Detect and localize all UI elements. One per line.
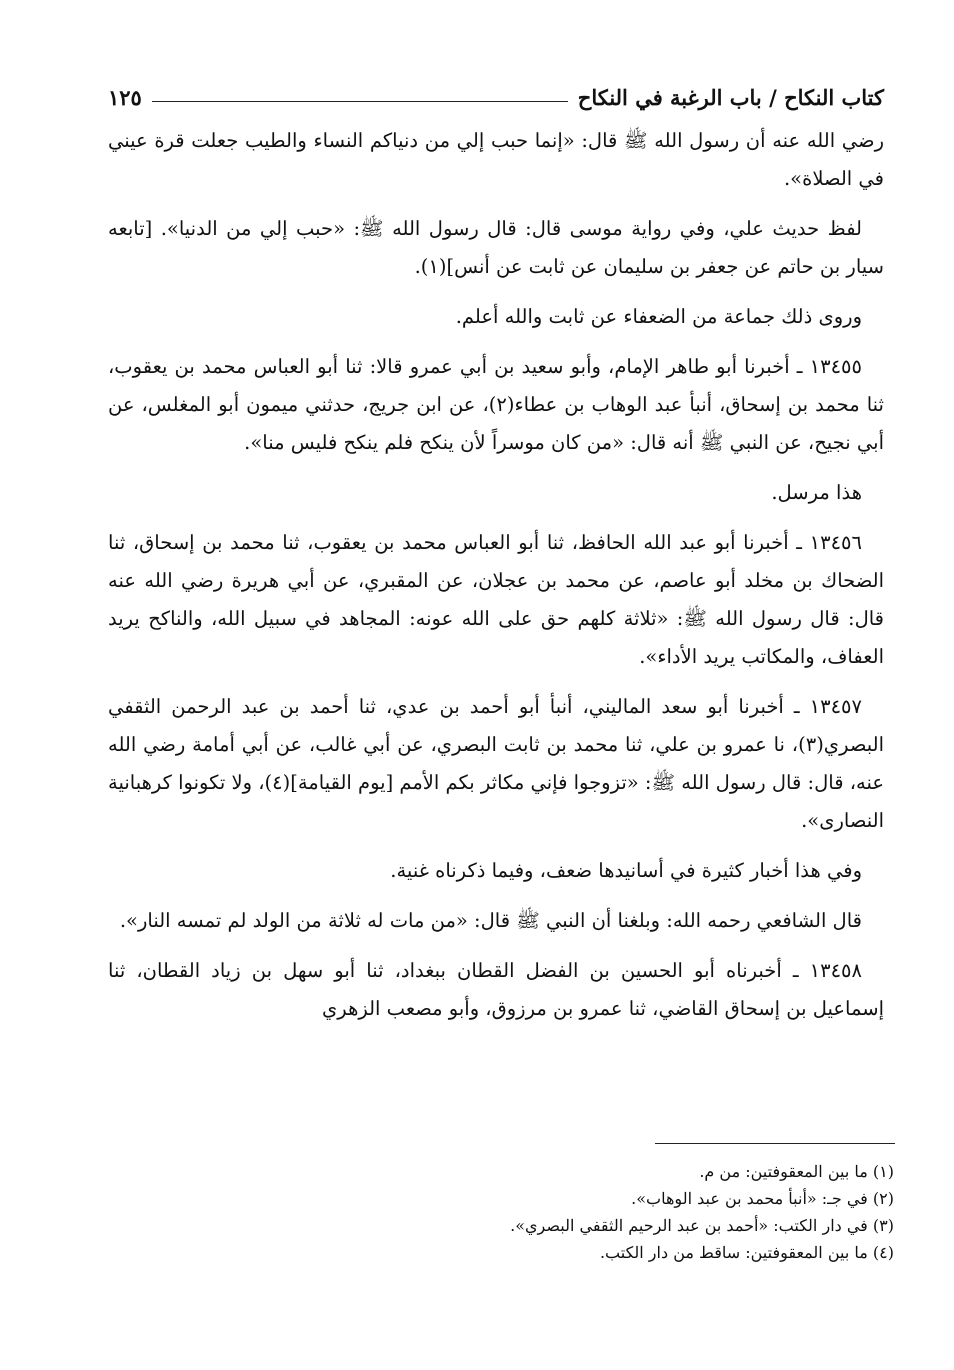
footnote: (٢) في جـ: «أنبأ محمد بن عبد الوهاب». bbox=[631, 1189, 894, 1208]
paragraph: وفي هذا أخبار كثيرة في أسانيدها ضعف، وفيما ذكرناه غنية. bbox=[390, 859, 862, 882]
paragraph: قال الشافعي رحمه الله: وبلغنا أن النبي ﷺ قال: «من مات له ثلاثة من الولد لم تمسه النار». bbox=[119, 909, 862, 932]
paragraph: لفظ حديث علي، وفي رواية موسى قال: قال رسول الله ﷺ: «حبب إلي من الدنيا». [تابعه سيار بن حاتم عن جعفر بن سليمان عن ثابت عن أنس](١). bbox=[108, 217, 884, 278]
footnote: (١) ما بين المعقوفتين: من م. bbox=[699, 1162, 894, 1181]
footnote-divider bbox=[655, 1143, 895, 1144]
hadith-paragraph: ١٣٤٥٧ ـ أخبرنا أبو سعد الماليني، أنبأ أبو أحمد بن عدي، ثنا أحمد بن عبد الرحمن الثقفي البصري(٣)، نا عمرو بن علي، ثنا محمد بن ثابت البصري، عن أبي غالب، عن أبي أمامة رضي الله عنه، قال: قال رسول الله ﷺ: «تزوجوا فإني مكاثر بكم الأمم [يوم القيامة](٤)، ولا تكونوا كرهبانية النصارى». bbox=[108, 695, 884, 832]
footnote: (٤) ما بين المعقوفتين: ساقط من دار الكتب. bbox=[599, 1243, 894, 1262]
paragraph: رضي الله عنه أن رسول الله ﷺ قال: «إنما حبب إلي من دنياكم النساء والطيب جعلت قرة عيني في الصلاة». bbox=[108, 129, 884, 190]
paragraph: هذا مرسل. bbox=[771, 481, 862, 504]
header-rule bbox=[152, 101, 568, 102]
chapter-title: كتاب النكاح / باب الرغبة في النكاح bbox=[577, 85, 884, 110]
hadith-paragraph: ١٣٤٥٨ ـ أخبرناه أبو الحسين بن الفضل القطان ببغداد، ثنا أبو سهل بن زياد القطان، ثنا إسماعيل بن إسحاق القاضي، ثنا عمرو بن مرزوق، وأبو مصعب الزهري bbox=[108, 959, 884, 1020]
page bbox=[108, 70, 884, 1040]
hadith-paragraph: ١٣٤٥٦ ـ أخبرنا أبو عبد الله الحافظ، ثنا أبو العباس محمد بن يعقوب، ثنا محمد بن إسحاق، ثنا الضحاك بن مخلد أبو عاصم، عن محمد بن عجلان، عن المقبري، عن أبي هريرة رضي الله عنه قال: قال رسول الله ﷺ: «ثلاثة كلهم حق على الله عونه: المجاهد في سبيل الله، والناكح يريد العفاف، والمكاتب يريد الأداء». bbox=[108, 531, 884, 668]
paragraph: وروى ذلك جماعة من الضعفاء عن ثابت والله أعلم. bbox=[455, 305, 862, 328]
page-number: ١٢٥ bbox=[108, 85, 142, 110]
footnotes bbox=[294, 1158, 894, 1266]
hadith-paragraph: ١٣٤٥٥ ـ أخبرنا أبو طاهر الإمام، وأبو سعيد بن أبي عمرو قالا: ثنا أبو العباس محمد بن يعقوب، ثنا محمد بن إسحاق، أنبأ عبد الوهاب بن عطاء(٢)، عن ابن جريج، حدثني ميمون أبو المغلس، عن أبي نجيح، عن النبي ﷺ أنه قال: «من كان موسراً لأن ينكح فلم ينكح فليس منا». bbox=[108, 355, 884, 454]
main-text bbox=[108, 122, 884, 1028]
running-header bbox=[108, 70, 884, 110]
footnote: (٣) في دار الكتب: «أحمد بن عبد الرحيم الثقفي البصري». bbox=[510, 1216, 894, 1235]
